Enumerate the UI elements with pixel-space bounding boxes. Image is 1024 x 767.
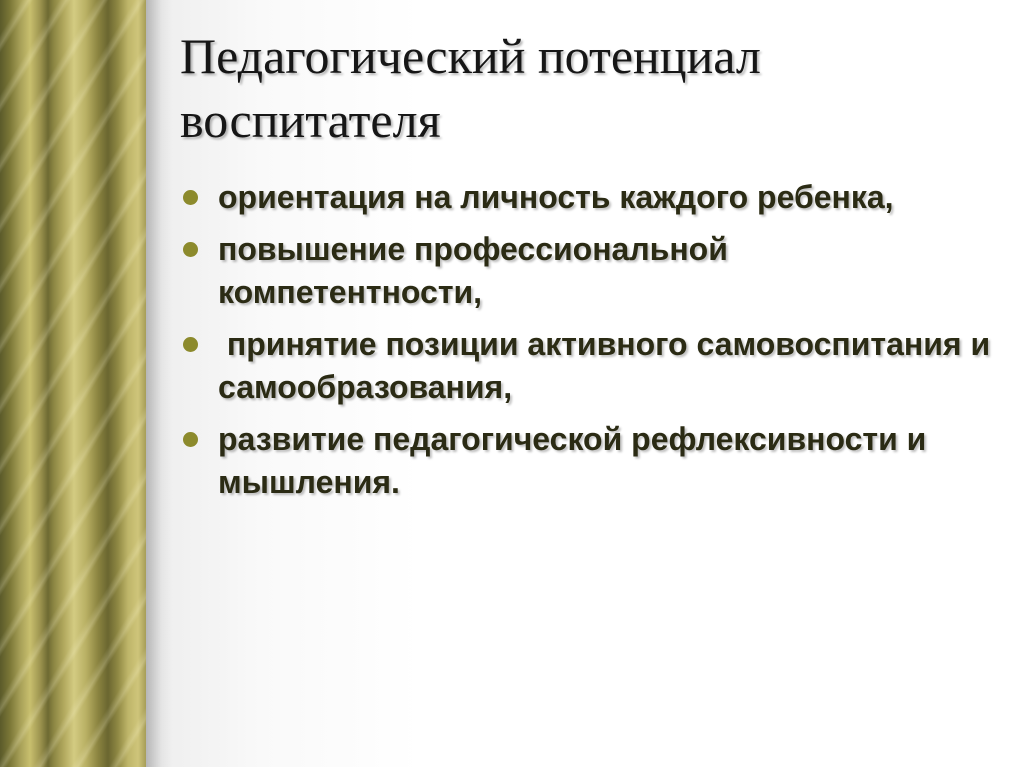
- bullet-item: [180, 418, 1000, 504]
- bullet-dot-icon: [183, 337, 198, 352]
- stripe-shadow: [146, 0, 172, 767]
- bullet-dot-icon: [183, 242, 198, 257]
- bullet-item: [180, 176, 1000, 219]
- decorative-stripe-band: [0, 0, 146, 767]
- bullet-dot-icon: [183, 432, 198, 447]
- bullet-text: ориентация на личность каждого ребенка,: [218, 179, 894, 215]
- bullet-text: развитие педагогической рефлексивности и мышления.: [218, 421, 936, 500]
- slide-title: Педагогический потенциал воспитателя: [180, 28, 761, 148]
- bullet-text: принятие позиции активного самовоспитания и самообразования,: [218, 326, 999, 405]
- bullet-text: повышение профессиональной компетентности,: [218, 231, 737, 310]
- bullet-item: [180, 323, 1000, 409]
- bullet-dot-icon: [183, 190, 198, 205]
- bullet-list: [180, 176, 1000, 513]
- bullet-item: [180, 228, 1000, 314]
